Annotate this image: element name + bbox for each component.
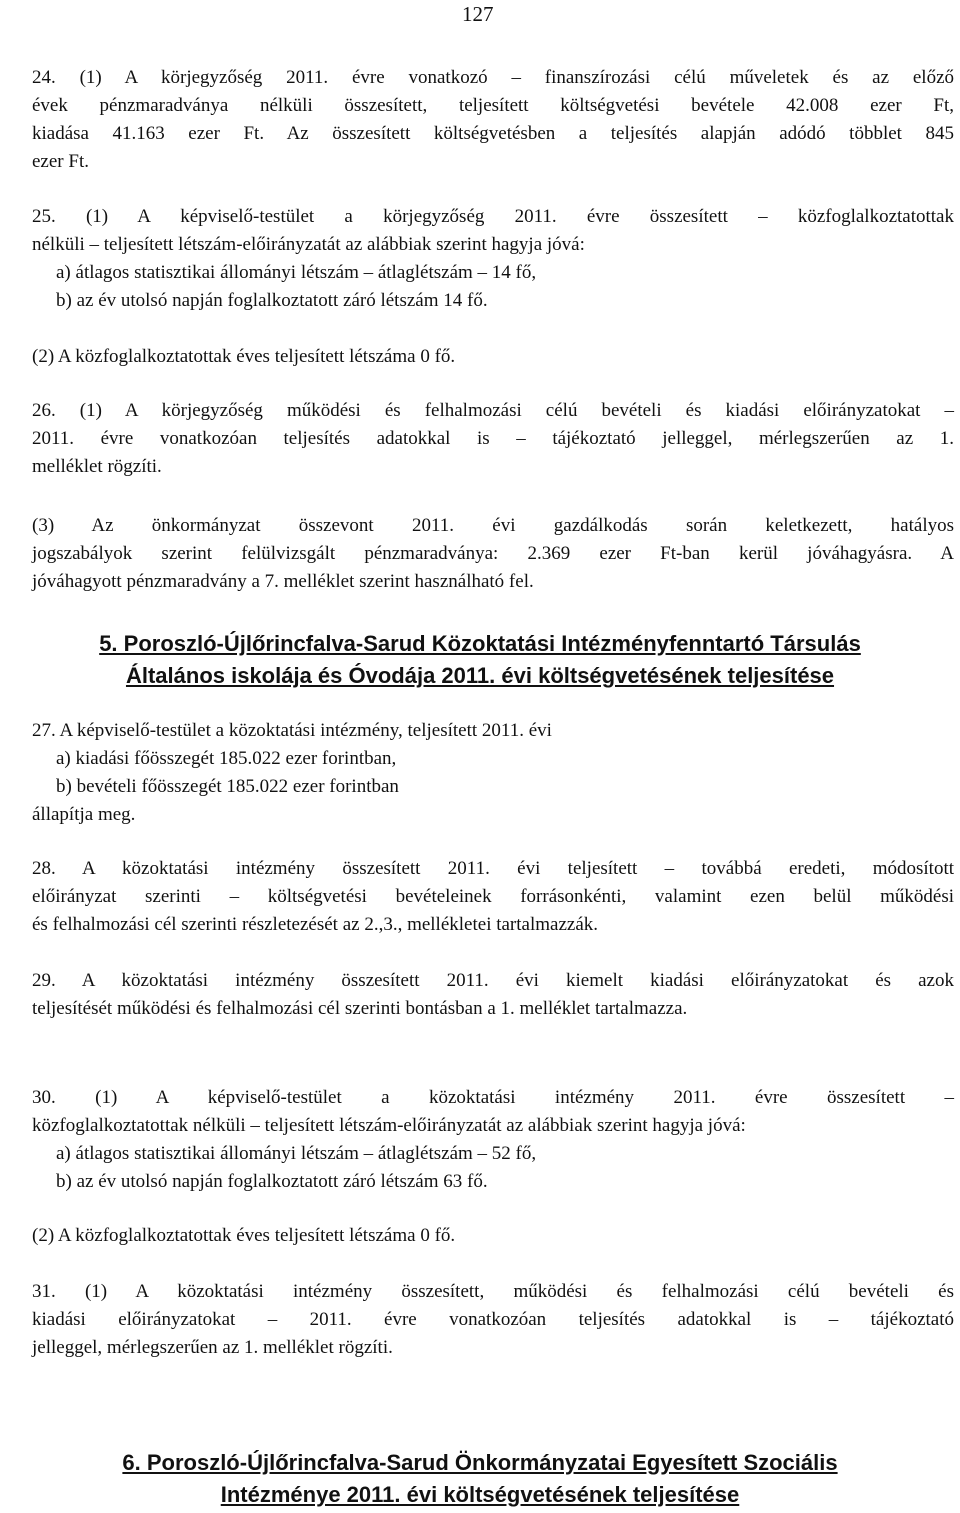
paragraph-30-line: közfoglalkoztatottak nélküli – teljesített létszám-előirányzatát az alábbiak szerint hagyja jóvá:	[32, 1115, 746, 1136]
paragraph-29-line: 29. A közoktatási intézmény összesített 2011. évi kiemelt kiadási előirányzatokat és azok	[32, 970, 954, 991]
paragraph-30-line: 30. (1) A képviselő-testület a közoktatási intézmény 2011. évre összesített –	[32, 1087, 954, 1108]
paragraph-31-line: kiadási előirányzatokat – 2011. évre vonatkozóan teljesítés adatokkal is – tájékoztató	[32, 1309, 954, 1330]
section-heading-5-line: 5. Poroszló-Újlőrincfalva-Sarud Közoktatási Intézményfenntartó Társulás	[99, 631, 861, 656]
paragraph-31-line: jelleggel, mérlegszerűen az 1. melléklet rögzíti.	[32, 1337, 393, 1358]
paragraph-25-item-a: a) átlagos statisztikai állományi létszám – átlaglétszám – 14 fő,	[56, 262, 537, 283]
paragraph-29-line: teljesítését működési és felhalmozási cél szerinti bontásban a 1. melléklet tartalmazza.	[32, 998, 688, 1019]
paragraph-26-line: 2011. évre vonatkozóan teljesítés adatokkal is – tájékoztató jelleggel, mérlegszerűen az 1.	[32, 428, 954, 449]
paragraph-30-item-a: a) átlagos statisztikai állományi létszám – átlaglétszám – 52 fő,	[56, 1143, 537, 1164]
section-heading-5-line: Általános iskolája és Óvodája 2011. évi költségvetésének teljesítése	[125, 663, 835, 688]
paragraph-30-sub-2: (2) A közfoglalkoztatottak éves teljesített létszáma 0 fő.	[32, 1225, 456, 1246]
paragraph-27-line: 27. A képviselő-testület a közoktatási intézmény, teljesített 2011. évi	[32, 720, 552, 741]
paragraph-24-line: évek pénzmaradványa nélküli összesített, teljesített költségvetési bevétele 42.008 ezer Ft,	[32, 95, 954, 116]
paragraph-24-line: 24. (1) A körjegyzőség 2011. évre vonatkozó – finanszírozási célú műveletek és az előző	[32, 67, 954, 88]
section-heading-6-line: Intézménye 2011. évi költségvetésének teljesítése	[220, 1482, 740, 1507]
section-heading-6-line: 6. Poroszló-Újlőrincfalva-Sarud Önkormányzatai Egyesített Szociális	[122, 1450, 838, 1475]
paragraph-24-line: kiadása 41.163 ezer Ft. Az összesített költségvetésben a teljesítés alapján adódó többlet 845	[32, 123, 954, 144]
paragraph-26-sub-3-line: jogszabályok szerint felülvizsgált pénzmaradványa: 2.369 ezer Ft-ban kerül jóváhagyásra. A	[32, 543, 954, 564]
paragraph-27-line: állapítja meg.	[32, 804, 136, 825]
paragraph-26-sub-3-line: (3) Az önkormányzat összevont 2011. évi gazdálkodás során keletkezett, hatályos	[32, 515, 954, 536]
paragraph-28-line: 28. A közoktatási intézmény összesített 2011. évi teljesített – továbbá eredeti, módosított	[32, 858, 954, 879]
paragraph-27-item-b: b) bevételi főösszegét 185.022 ezer forintban	[56, 776, 399, 797]
paragraph-31-line: 31. (1) A közoktatási intézmény összesített, működési és felhalmozási célú bevételi és	[32, 1281, 954, 1302]
paragraph-26-line: melléklet rögzíti.	[32, 456, 162, 477]
paragraph-27-item-a: a) kiadási főösszegét 185.022 ezer forintban,	[56, 748, 397, 769]
paragraph-26-line: 26. (1) A körjegyzőség működési és felhalmozási célú bevételi és kiadási előirányzatokat –	[32, 400, 954, 421]
paragraph-28-line: előirányzat szerinti – költségvetési bevételeinek forrásonkénti, valamint ezen belül működési	[32, 886, 954, 907]
paragraph-28-line: és felhalmozási cél szerinti részletezését az 2.,3., mellékletei tartalmazzák.	[32, 914, 599, 935]
paragraph-25-item-b: b) az év utolsó napján foglalkoztatott záró létszám 14 fő.	[56, 290, 488, 311]
paragraph-24-line: ezer Ft.	[32, 151, 89, 172]
paragraph-25-line: nélküli – teljesített létszám-előirányzatát az alábbiak szerint hagyja jóvá:	[32, 234, 585, 255]
paragraph-25-sub-2: (2) A közfoglalkoztatottak éves teljesített létszáma 0 fő.	[32, 346, 456, 367]
paragraph-30-item-b: b) az év utolsó napján foglalkoztatott záró létszám 63 fő.	[56, 1171, 488, 1192]
page-number: 127	[462, 2, 494, 26]
paragraph-26-sub-3-line: jóváhagyott pénzmaradvány a 7. melléklet szerint használható fel.	[32, 571, 534, 592]
paragraph-25-line: 25. (1) A képviselő-testület a körjegyzőség 2011. évre összesített – közfoglalkoztatottak	[32, 206, 954, 227]
